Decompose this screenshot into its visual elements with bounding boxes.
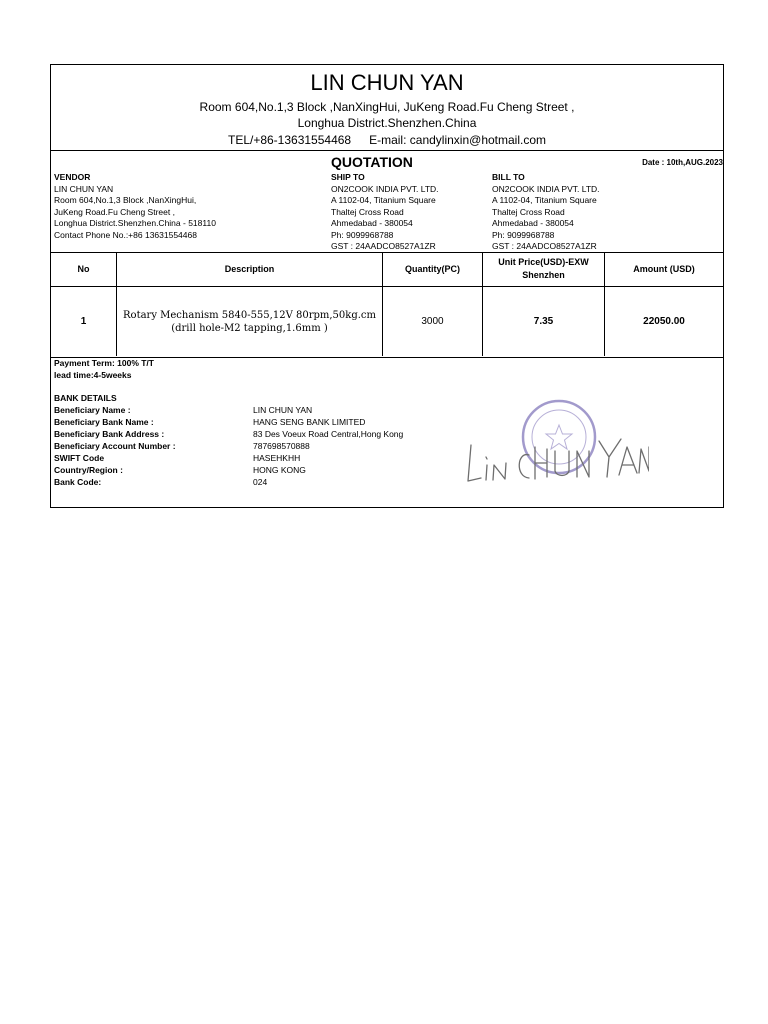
company-email: E-mail: candylinxin@hotmail.com [369,133,546,147]
bank-value: HONG KONG [253,465,306,475]
vendor-line: LIN CHUN YAN [54,183,114,194]
bill-to-line: A 1102-04, Titanium Square [492,195,597,205]
table-header-amount: Amount (USD) [633,263,695,274]
vendor-heading: VENDOR [54,172,91,182]
letterhead [51,65,723,150]
row-unit-price: 7.35 [533,316,554,327]
terms-block [54,358,154,381]
company-contact [51,133,723,148]
vendor-line: Room 604,No.1,3 Block ,NanXingHui, [54,195,197,205]
vendor-line: Contact Phone No.:+86 13631554468 [54,229,197,240]
company-tel: TEL/+86-13631554468 [227,133,352,147]
bank-value: 83 Des Voeux Road Central,Hong Kong [253,429,404,439]
ship-to-block [331,172,439,253]
unit-price-header-line2: Shenzhen [522,270,565,280]
bill-to-line: Ph: 9099968788 [492,229,555,240]
handwritten-signature [468,439,649,481]
company-seal [523,401,595,473]
table-header-no: No [77,263,90,274]
bank-value: HANG SENG BANK LIMITED [253,417,366,427]
divider [51,150,723,151]
ship-to-line: A 1102-04, Titanium Square [331,195,436,205]
bill-to-line: GST : 24AADCO8527A1ZR [492,241,597,251]
ship-to-line: Ph: 9099968788 [331,229,394,240]
bank-label: Beneficiary Bank Address : [54,429,165,439]
vendor-line: Longhua District.Shenzhen.China - 518110 [54,218,216,228]
bank-label: Bank Code: [54,477,102,487]
ship-to-line: ON2COOK INDIA PVT. LTD. [331,183,439,194]
lead-time: lead time:4-5weeks [54,369,132,380]
bank-label: Beneficiary Account Number : [54,441,176,451]
bank-label: Beneficiary Bank Name : [54,417,154,427]
ship-to-line: Thaltej Cross Road [331,206,404,217]
ship-to-heading: SHIP TO [331,172,365,182]
ship-to-line: Ahmedabad - 380054 [331,218,413,228]
row-quantity: 3000 [421,316,444,327]
quotation-date: Date : 10th,AUG.2023 [642,158,723,167]
bank-details-heading: BANK DETAILS [54,393,117,403]
row-description [117,287,382,356]
row-description-line1: Rotary Mechanism 5840-555,12V 80rpm,50kg.cm [123,309,376,321]
vendor-line: JuKeng Road.Fu Cheng Street , [54,206,175,217]
table-header-description: Description [224,263,275,274]
bank-label: Beneficiary Name : [54,405,131,415]
payment-term: Payment Term: 100% T/T [54,358,154,368]
quotation-title: QUOTATION [331,154,413,170]
signature-stamp [459,385,649,495]
bank-value: HASEHKHH [253,453,301,463]
row-no: 1 [80,316,87,327]
table-header-unit-price [483,252,604,286]
bank-label: SWIFT Code [54,453,105,463]
items-table [51,252,723,357]
table-header-quantity: Quantity(PC) [405,263,460,274]
quotation-sheet [50,64,724,508]
unit-price-header-line1: Unit Price(USD)-EXW [498,257,589,267]
bill-to-block [492,172,600,253]
row-amount: 22050.00 [643,316,685,327]
ship-to-line: GST : 24AADCO8527A1ZR [331,241,436,251]
company-address-line2: Longhua District.Shenzhen.China [297,116,477,130]
bill-to-line: ON2COOK INDIA PVT. LTD. [492,183,600,194]
company-name: LIN CHUN YAN [310,70,464,95]
company-address-line1: Room 604,No.1,3 Block ,NanXingHui, JuKeng Road.Fu Cheng Street , [199,100,575,114]
row-description-line2: (drill hole-M2 tapping,1.6mm ) [171,322,328,334]
bill-to-line: Ahmedabad - 380054 [492,218,574,228]
bank-value: 024 [253,477,268,487]
vendor-block [54,172,216,241]
bank-value: LIN CHUN YAN [253,405,313,415]
bank-label: Country/Region : [54,465,123,475]
bill-to-heading: BILL TO [492,172,525,182]
bank-value: 787698570888 [253,441,310,451]
bill-to-line: Thaltej Cross Road [492,206,565,217]
